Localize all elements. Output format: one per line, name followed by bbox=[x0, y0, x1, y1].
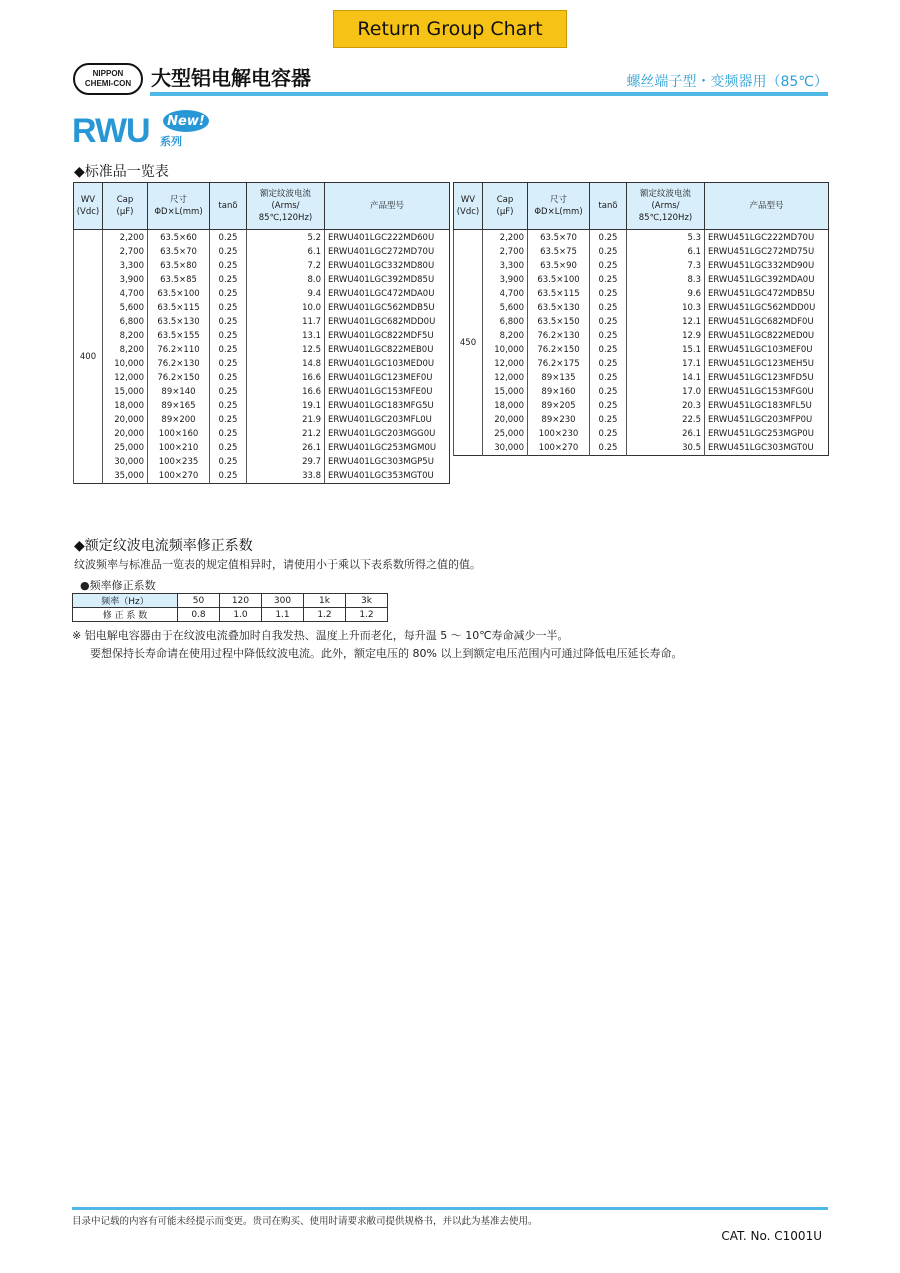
freq-value: 50 bbox=[178, 594, 220, 608]
header-wv: WV (Vdc) bbox=[454, 183, 483, 230]
size-cell: 63.5×155 bbox=[148, 329, 210, 343]
return-group-chart-button[interactable]: Return Group Chart bbox=[333, 10, 567, 48]
cap-cell: 25,000 bbox=[483, 427, 528, 441]
size-cell: 63.5×100 bbox=[148, 287, 210, 301]
size-cell: 100×270 bbox=[148, 469, 210, 484]
cap-cell: 3,900 bbox=[483, 273, 528, 287]
cap-cell: 25,000 bbox=[103, 441, 148, 455]
ripple-cell: 5.3 bbox=[627, 230, 705, 246]
tan-cell: 0.25 bbox=[590, 385, 627, 399]
ripple-cell: 19.1 bbox=[247, 399, 325, 413]
cap-cell: 10,000 bbox=[483, 343, 528, 357]
table-row bbox=[74, 315, 450, 329]
header-wv: WV (Vdc) bbox=[74, 183, 103, 230]
tan-cell: 0.25 bbox=[590, 287, 627, 301]
size-cell: 63.5×60 bbox=[148, 230, 210, 246]
table-row bbox=[74, 245, 450, 259]
coef-value: 1.1 bbox=[262, 608, 304, 622]
part-number-cell: ERWU451LGC822MED0U bbox=[705, 329, 829, 343]
spec-table-450v bbox=[453, 182, 829, 456]
part-number-cell: ERWU451LGC203MFP0U bbox=[705, 413, 829, 427]
ripple-cell: 16.6 bbox=[247, 371, 325, 385]
part-number-cell: ERWU401LGC203MGG0U bbox=[325, 427, 450, 441]
tan-cell: 0.25 bbox=[590, 413, 627, 427]
size-cell: 63.5×70 bbox=[528, 230, 590, 246]
part-number-cell: ERWU451LGC123MEH5U bbox=[705, 357, 829, 371]
part-number-cell: ERWU451LGC253MGP0U bbox=[705, 427, 829, 441]
nippon-chemi-con-logo bbox=[73, 63, 143, 95]
tan-cell: 0.25 bbox=[210, 343, 247, 357]
table-row bbox=[454, 273, 829, 287]
table-row bbox=[74, 287, 450, 301]
table-row bbox=[454, 329, 829, 343]
ripple-cell: 7.3 bbox=[627, 259, 705, 273]
new-badge: New! bbox=[163, 110, 209, 132]
table-row bbox=[454, 230, 829, 246]
size-cell: 63.5×115 bbox=[528, 287, 590, 301]
part-number-cell: ERWU451LGC303MGT0U bbox=[705, 441, 829, 456]
size-cell: 63.5×130 bbox=[528, 301, 590, 315]
part-number-cell: ERWU401LGC353MGT0U bbox=[325, 469, 450, 484]
part-number-cell: ERWU451LGC103MEF0U bbox=[705, 343, 829, 357]
cap-cell: 2,700 bbox=[103, 245, 148, 259]
table-row bbox=[74, 441, 450, 455]
freq-label: 频率（Hz） bbox=[73, 594, 178, 608]
tan-cell: 0.25 bbox=[210, 357, 247, 371]
part-number-cell: ERWU401LGC822MEB0U bbox=[325, 343, 450, 357]
size-cell: 100×230 bbox=[528, 427, 590, 441]
cap-cell: 20,000 bbox=[483, 413, 528, 427]
ripple-cell: 17.0 bbox=[627, 385, 705, 399]
header-part: 产品型号 bbox=[325, 183, 450, 230]
cap-cell: 6,800 bbox=[483, 315, 528, 329]
tan-cell: 0.25 bbox=[590, 329, 627, 343]
cap-cell: 20,000 bbox=[103, 427, 148, 441]
ripple-cell: 5.2 bbox=[247, 230, 325, 246]
table-row bbox=[454, 301, 829, 315]
page-subtitle: 螺丝端子型・变频器用（85℃） bbox=[626, 74, 828, 90]
ripple-cell: 22.5 bbox=[627, 413, 705, 427]
ripple-cell: 13.1 bbox=[247, 329, 325, 343]
ripple-cell: 14.8 bbox=[247, 357, 325, 371]
ripple-correction-desc: 纹波频率与标准品一览表的规定值相异时，请使用小于乘以下表系数所得之值的值。 bbox=[74, 558, 481, 571]
tan-cell: 0.25 bbox=[210, 273, 247, 287]
table-row bbox=[454, 399, 829, 413]
size-cell: 76.2×110 bbox=[148, 343, 210, 357]
part-number-cell: ERWU451LGC123MFD5U bbox=[705, 371, 829, 385]
header-cap: Cap (μF) bbox=[483, 183, 528, 230]
cap-cell: 35,000 bbox=[103, 469, 148, 484]
freq-table-title: ●频率修正系数 bbox=[80, 579, 156, 592]
part-number-cell: ERWU401LGC222MD60U bbox=[325, 230, 450, 246]
ripple-cell: 9.6 bbox=[627, 287, 705, 301]
tan-cell: 0.25 bbox=[210, 230, 247, 246]
table-row bbox=[454, 413, 829, 427]
freq-correction-table bbox=[72, 593, 388, 622]
freq-value: 300 bbox=[262, 594, 304, 608]
cap-cell: 15,000 bbox=[103, 385, 148, 399]
table-row bbox=[74, 385, 450, 399]
coef-value: 1.0 bbox=[220, 608, 262, 622]
ripple-cell: 10.0 bbox=[247, 301, 325, 315]
table-row bbox=[74, 259, 450, 273]
series-name: RWU bbox=[72, 112, 150, 150]
table-row bbox=[74, 343, 450, 357]
cap-cell: 2,200 bbox=[103, 230, 148, 246]
part-number-cell: ERWU401LGC682MDD0U bbox=[325, 315, 450, 329]
part-number-cell: ERWU401LGC183MFG5U bbox=[325, 399, 450, 413]
cap-cell: 12,000 bbox=[103, 371, 148, 385]
footer-divider bbox=[72, 1207, 828, 1210]
cap-cell: 5,600 bbox=[103, 301, 148, 315]
cap-cell: 3,300 bbox=[483, 259, 528, 273]
part-number-cell: ERWU451LGC562MDD0U bbox=[705, 301, 829, 315]
part-number-cell: ERWU401LGC562MDB5U bbox=[325, 301, 450, 315]
part-number-cell: ERWU401LGC303MGP5U bbox=[325, 455, 450, 469]
part-number-cell: ERWU401LGC332MD80U bbox=[325, 259, 450, 273]
tan-cell: 0.25 bbox=[590, 427, 627, 441]
ripple-cell: 7.2 bbox=[247, 259, 325, 273]
ripple-cell: 12.1 bbox=[627, 315, 705, 329]
size-cell: 76.2×130 bbox=[148, 357, 210, 371]
table-row bbox=[74, 399, 450, 413]
tan-cell: 0.25 bbox=[210, 441, 247, 455]
size-cell: 63.5×130 bbox=[148, 315, 210, 329]
part-number-cell: ERWU401LGC272MD70U bbox=[325, 245, 450, 259]
cap-cell: 4,700 bbox=[103, 287, 148, 301]
ripple-cell: 21.9 bbox=[247, 413, 325, 427]
section-ripple-correction: ◆额定纹波电流频率修正系数 bbox=[74, 538, 253, 554]
ripple-cell: 20.3 bbox=[627, 399, 705, 413]
catalog-number: CAT. No. C1001U bbox=[721, 1229, 822, 1243]
page-title: 大型铝电解电容器 bbox=[151, 66, 311, 90]
tan-cell: 0.25 bbox=[590, 273, 627, 287]
size-cell: 63.5×80 bbox=[148, 259, 210, 273]
ripple-cell: 17.1 bbox=[627, 357, 705, 371]
size-cell: 63.5×70 bbox=[148, 245, 210, 259]
tan-cell: 0.25 bbox=[590, 315, 627, 329]
tan-cell: 0.25 bbox=[590, 259, 627, 273]
part-number-cell: ERWU451LGC222MD70U bbox=[705, 230, 829, 246]
table-row bbox=[454, 357, 829, 371]
size-cell: 76.2×150 bbox=[148, 371, 210, 385]
header-cap: Cap (μF) bbox=[103, 183, 148, 230]
tan-cell: 0.25 bbox=[590, 245, 627, 259]
coef-value: 0.8 bbox=[178, 608, 220, 622]
ripple-cell: 6.1 bbox=[247, 245, 325, 259]
table-row bbox=[454, 371, 829, 385]
freq-row bbox=[73, 594, 388, 608]
part-number-cell: ERWU451LGC392MDA0U bbox=[705, 273, 829, 287]
cap-cell: 8,200 bbox=[483, 329, 528, 343]
tan-cell: 0.25 bbox=[210, 469, 247, 484]
ripple-cell: 30.5 bbox=[627, 441, 705, 456]
tan-cell: 0.25 bbox=[210, 301, 247, 315]
freq-value: 120 bbox=[220, 594, 262, 608]
cap-cell: 15,000 bbox=[483, 385, 528, 399]
size-cell: 63.5×85 bbox=[148, 273, 210, 287]
wv-cell: 450 bbox=[454, 230, 483, 456]
size-cell: 100×210 bbox=[148, 441, 210, 455]
table-row bbox=[74, 273, 450, 287]
part-number-cell: ERWU451LGC272MD75U bbox=[705, 245, 829, 259]
part-number-cell: ERWU401LGC103MED0U bbox=[325, 357, 450, 371]
part-number-cell: ERWU401LGC822MDF5U bbox=[325, 329, 450, 343]
spec-table-400v bbox=[73, 182, 450, 484]
cap-cell: 8,200 bbox=[103, 343, 148, 357]
table-row bbox=[454, 287, 829, 301]
tan-cell: 0.25 bbox=[210, 315, 247, 329]
size-cell: 89×200 bbox=[148, 413, 210, 427]
tan-cell: 0.25 bbox=[590, 343, 627, 357]
cap-cell: 8,200 bbox=[103, 329, 148, 343]
ripple-cell: 26.1 bbox=[627, 427, 705, 441]
tan-cell: 0.25 bbox=[210, 245, 247, 259]
coef-label: 修 正 系 数 bbox=[73, 608, 178, 622]
table-row bbox=[454, 427, 829, 441]
header-size: 尺寸 ΦD×L(mm) bbox=[148, 183, 210, 230]
tan-cell: 0.25 bbox=[210, 371, 247, 385]
ripple-cell: 8.0 bbox=[247, 273, 325, 287]
tan-cell: 0.25 bbox=[590, 441, 627, 456]
logo-line2: CHEMI-CON bbox=[84, 79, 132, 88]
cap-cell: 4,700 bbox=[483, 287, 528, 301]
footer-disclaimer: 目录中记载的内容有可能未经提示而变更。贵司在购买、使用时请要求敝司提供规格书，并以此为基准去使用。 bbox=[72, 1216, 538, 1227]
cap-cell: 12,000 bbox=[483, 357, 528, 371]
part-number-cell: ERWU451LGC472MDB5U bbox=[705, 287, 829, 301]
size-cell: 76.2×150 bbox=[528, 343, 590, 357]
part-number-cell: ERWU451LGC183MFL5U bbox=[705, 399, 829, 413]
header-part: 产品型号 bbox=[705, 183, 829, 230]
header-tan: tanδ bbox=[210, 183, 247, 230]
header-ripple: 额定纹波电流 (Arms/ 85℃,120Hz) bbox=[627, 183, 705, 230]
tan-cell: 0.25 bbox=[590, 357, 627, 371]
tan-cell: 0.25 bbox=[590, 230, 627, 246]
note-2: 要想保持长寿命请在使用过程中降低纹波电流。此外，额定电压的 80% 以上到额定电压范围内可通过降低电压延长寿命。 bbox=[90, 647, 683, 660]
table-row bbox=[74, 469, 450, 484]
size-cell: 89×140 bbox=[148, 385, 210, 399]
table-row bbox=[454, 245, 829, 259]
size-cell: 89×230 bbox=[528, 413, 590, 427]
size-cell: 89×135 bbox=[528, 371, 590, 385]
size-cell: 63.5×90 bbox=[528, 259, 590, 273]
cap-cell: 18,000 bbox=[483, 399, 528, 413]
ripple-cell: 8.3 bbox=[627, 273, 705, 287]
ripple-cell: 21.2 bbox=[247, 427, 325, 441]
cap-cell: 2,200 bbox=[483, 230, 528, 246]
table-row bbox=[454, 315, 829, 329]
table-row bbox=[74, 357, 450, 371]
cap-cell: 30,000 bbox=[483, 441, 528, 456]
table-row bbox=[74, 301, 450, 315]
tan-cell: 0.25 bbox=[590, 399, 627, 413]
cap-cell: 5,600 bbox=[483, 301, 528, 315]
part-number-cell: ERWU401LGC253MGM0U bbox=[325, 441, 450, 455]
tan-cell: 0.25 bbox=[210, 329, 247, 343]
table-row bbox=[454, 441, 829, 456]
ripple-cell: 10.3 bbox=[627, 301, 705, 315]
part-number-cell: ERWU401LGC203MFL0U bbox=[325, 413, 450, 427]
cap-cell: 10,000 bbox=[103, 357, 148, 371]
coef-row bbox=[73, 608, 388, 622]
table-row bbox=[74, 427, 450, 441]
ripple-cell: 12.5 bbox=[247, 343, 325, 357]
title-divider bbox=[150, 92, 828, 96]
part-number-cell: ERWU401LGC472MDA0U bbox=[325, 287, 450, 301]
series-suffix: 系列 bbox=[160, 135, 182, 148]
cap-cell: 18,000 bbox=[103, 399, 148, 413]
size-cell: 63.5×75 bbox=[528, 245, 590, 259]
tan-cell: 0.25 bbox=[590, 371, 627, 385]
part-number-cell: ERWU401LGC153MFE0U bbox=[325, 385, 450, 399]
ripple-cell: 9.4 bbox=[247, 287, 325, 301]
table-row bbox=[74, 455, 450, 469]
tan-cell: 0.25 bbox=[210, 427, 247, 441]
part-number-cell: ERWU451LGC153MFG0U bbox=[705, 385, 829, 399]
ripple-cell: 14.1 bbox=[627, 371, 705, 385]
ripple-cell: 16.6 bbox=[247, 385, 325, 399]
cap-cell: 2,700 bbox=[483, 245, 528, 259]
ripple-cell: 11.7 bbox=[247, 315, 325, 329]
section-standard-list: ◆标准品一览表 bbox=[74, 164, 169, 180]
tan-cell: 0.25 bbox=[210, 399, 247, 413]
size-cell: 89×205 bbox=[528, 399, 590, 413]
cap-cell: 6,800 bbox=[103, 315, 148, 329]
freq-value: 1k bbox=[304, 594, 346, 608]
coef-value: 1.2 bbox=[304, 608, 346, 622]
cap-cell: 20,000 bbox=[103, 413, 148, 427]
cap-cell: 12,000 bbox=[483, 371, 528, 385]
size-cell: 100×160 bbox=[148, 427, 210, 441]
size-cell: 89×160 bbox=[528, 385, 590, 399]
header-ripple: 额定纹波电流 (Arms/ 85℃,120Hz) bbox=[247, 183, 325, 230]
freq-value: 3k bbox=[346, 594, 388, 608]
ripple-cell: 33.8 bbox=[247, 469, 325, 484]
tan-cell: 0.25 bbox=[210, 455, 247, 469]
tan-cell: 0.25 bbox=[210, 385, 247, 399]
table-row bbox=[74, 413, 450, 427]
table-row bbox=[74, 329, 450, 343]
size-cell: 100×270 bbox=[528, 441, 590, 456]
size-cell: 100×235 bbox=[148, 455, 210, 469]
cap-cell: 3,300 bbox=[103, 259, 148, 273]
table-row bbox=[454, 343, 829, 357]
coef-value: 1.2 bbox=[346, 608, 388, 622]
ripple-cell: 6.1 bbox=[627, 245, 705, 259]
ripple-cell: 12.9 bbox=[627, 329, 705, 343]
ripple-cell: 15.1 bbox=[627, 343, 705, 357]
table-row bbox=[454, 385, 829, 399]
part-number-cell: ERWU451LGC332MD90U bbox=[705, 259, 829, 273]
header-size: 尺寸 ΦD×L(mm) bbox=[528, 183, 590, 230]
table-row bbox=[454, 259, 829, 273]
part-number-cell: ERWU401LGC123MEF0U bbox=[325, 371, 450, 385]
ripple-cell: 26.1 bbox=[247, 441, 325, 455]
size-cell: 63.5×115 bbox=[148, 301, 210, 315]
header-tan: tanδ bbox=[590, 183, 627, 230]
tan-cell: 0.25 bbox=[590, 301, 627, 315]
logo-line1: NIPPON bbox=[92, 69, 124, 78]
table-row bbox=[74, 230, 450, 246]
tan-cell: 0.25 bbox=[210, 259, 247, 273]
wv-cell: 400 bbox=[74, 230, 103, 484]
cap-cell: 30,000 bbox=[103, 455, 148, 469]
size-cell: 63.5×100 bbox=[528, 273, 590, 287]
size-cell: 76.2×130 bbox=[528, 329, 590, 343]
tan-cell: 0.25 bbox=[210, 413, 247, 427]
ripple-cell: 29.7 bbox=[247, 455, 325, 469]
size-cell: 76.2×175 bbox=[528, 357, 590, 371]
cap-cell: 3,900 bbox=[103, 273, 148, 287]
tan-cell: 0.25 bbox=[210, 287, 247, 301]
size-cell: 63.5×150 bbox=[528, 315, 590, 329]
size-cell: 89×165 bbox=[148, 399, 210, 413]
part-number-cell: ERWU401LGC392MD85U bbox=[325, 273, 450, 287]
note-1: ※ 铝电解电容器由于在纹波电流叠加时自我发热、温度上升而老化，每升温 5 ～ 10℃寿命减少一半。 bbox=[72, 629, 569, 642]
part-number-cell: ERWU451LGC682MDF0U bbox=[705, 315, 829, 329]
table-row bbox=[74, 371, 450, 385]
